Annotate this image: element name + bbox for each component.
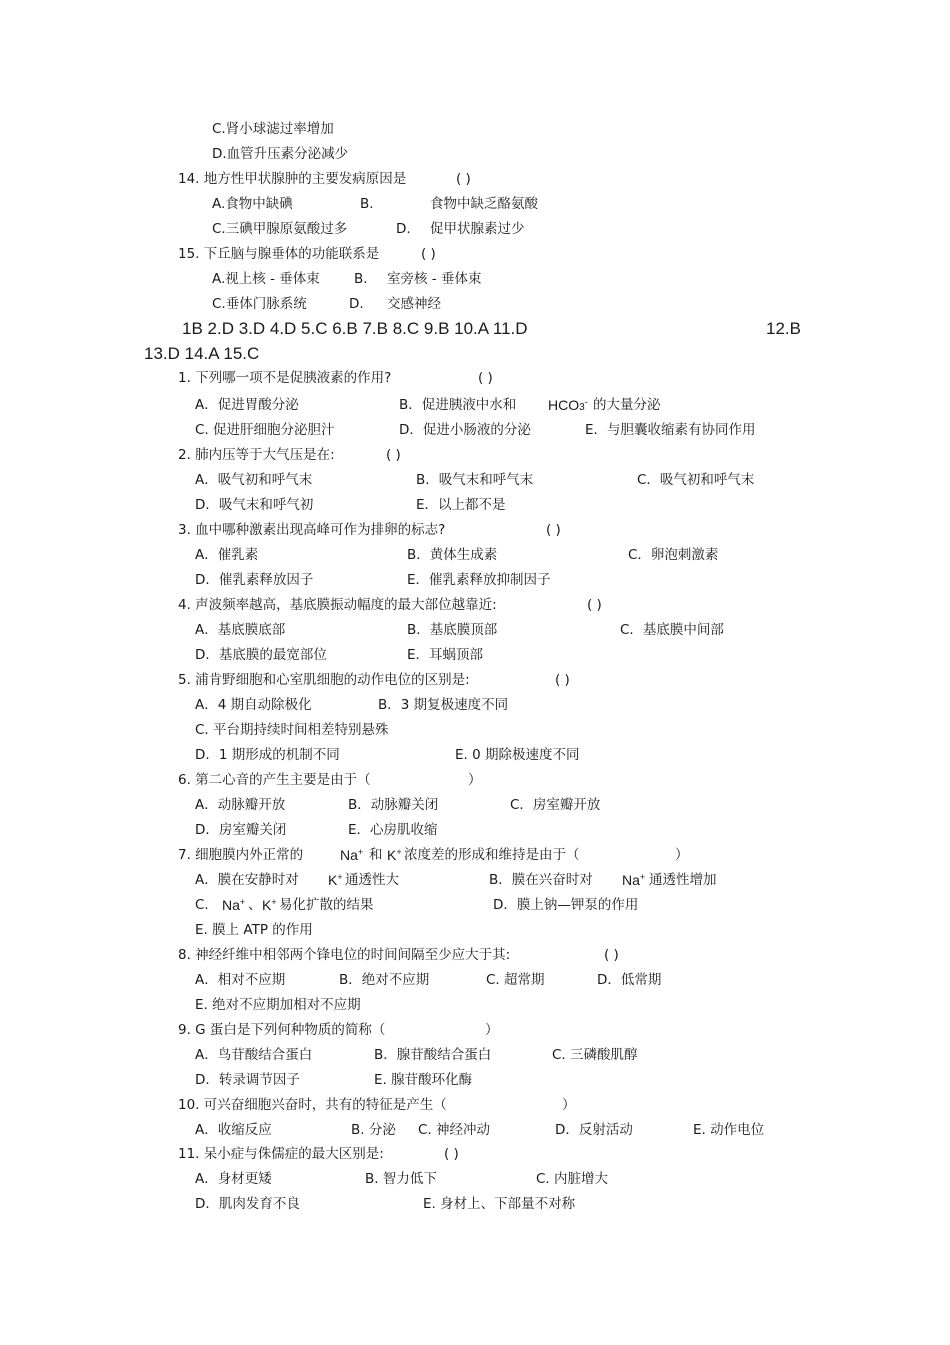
option-text: D．转录调节因子 — [195, 1072, 300, 1088]
question-stem: 14. 地方性甲状腺肿的主要发病原因是 — [178, 171, 407, 187]
option-text: 交感神经 — [387, 296, 441, 312]
option-text: 促甲状腺素过少 — [430, 221, 525, 237]
option-text: B. 分泌 — [351, 1122, 396, 1138]
option-text: E. 身材上、下部量不对称 — [423, 1196, 576, 1212]
option-text: D．催乳素释放因子 — [195, 572, 314, 588]
question-stem: 和 — [369, 847, 383, 863]
option-letter: B. — [354, 271, 368, 287]
option-text: C. 内脏增大 — [536, 1171, 609, 1187]
option-text: D．房室瓣关闭 — [195, 822, 287, 838]
option-text: C. 超常期 — [486, 972, 545, 988]
question-stem: 9. G 蛋白是下列何种物质的简称（ — [178, 1022, 386, 1038]
ion-k: K+ — [262, 897, 277, 913]
option-text: A．鸟苷酸结合蛋白 — [195, 1047, 313, 1063]
option-text: A．催乳素 — [195, 547, 259, 563]
ion-na: Na+ — [340, 847, 364, 863]
answer-blank: ） — [485, 1022, 499, 1038]
option-text: D．吸气末和呼气初 — [195, 497, 314, 513]
option-text: E. 膜上 ATP 的作用 — [195, 922, 313, 938]
option-text: B．吸气末和呼气末 — [416, 472, 534, 488]
option-letter: D. — [396, 221, 411, 237]
option-text: 食物中缺乏酪氨酸 — [430, 196, 538, 212]
answer-blank: ( ) — [478, 370, 493, 386]
option-text: C. 促进肝细胞分泌胆汁 — [195, 422, 335, 438]
option-text: B. 智力低下 — [365, 1171, 437, 1187]
option-text: E．耳蜗顶部 — [407, 647, 484, 663]
question-stem: 浓度差的形成和维持是由于（ — [404, 847, 580, 863]
option-text: B．黄体生成素 — [407, 547, 498, 563]
option-text: D.血管升压素分泌减少 — [212, 146, 349, 162]
option-text: A．身材更矮 — [195, 1171, 272, 1187]
option-text: E．以上都不是 — [416, 497, 506, 513]
question-stem: 1. 下列哪一项不是促胰液素的作用? — [178, 370, 392, 386]
option-text: E. 绝对不应期加相对不应期 — [195, 997, 361, 1013]
question-stem: 7. 细胞膜内外正常的 — [178, 847, 304, 863]
answer-blank: ( ) — [421, 246, 436, 262]
answer-blank: ( ) — [456, 171, 471, 187]
option-text: E. 0 期除极速度不同 — [455, 747, 580, 763]
answer-blank: ） — [562, 1097, 576, 1113]
question-stem: 11. 呆小症与侏儒症的最大区别是: — [178, 1146, 384, 1162]
chem-hco3: $HCO_3^-$ — [548, 397, 588, 413]
option-text: A．促进胃酸分泌 — [195, 397, 299, 413]
option-text: E. 腺苷酸环化酶 — [374, 1072, 473, 1088]
option-text: C．房室瓣开放 — [510, 797, 601, 813]
option-text: C. 神经冲动 — [418, 1122, 491, 1138]
ion-k: K+ — [387, 847, 402, 863]
option-text: B．基底膜顶部 — [407, 622, 498, 638]
answer-blank: ( ) — [444, 1146, 459, 1162]
option-text: D．1 期形成的机制不同 — [195, 747, 340, 763]
option-text: A．膜在安静时对 — [195, 872, 299, 888]
option-text: 通透性增加 — [649, 872, 717, 888]
question-stem: 2. 肺内压等于大气压是在: — [178, 447, 335, 463]
option-text: A．4 期自动除极化 — [195, 697, 312, 713]
option-text: 的大量分泌 — [593, 397, 661, 413]
option-text: C．卵泡刺激素 — [628, 547, 719, 563]
option-text: E. 动作电位 — [693, 1122, 765, 1138]
option-text: A．基底膜底部 — [195, 622, 286, 638]
answer-blank: ( ) — [546, 522, 561, 538]
ion-na: Na+ — [622, 872, 646, 888]
question-stem: 5. 浦肯野细胞和心室肌细胞的动作电位的区别是: — [178, 672, 470, 688]
option-text: D．反射活动 — [555, 1122, 633, 1138]
question-stem: 4. 声波频率越高，基底膜振动幅度的最大部位越靠近: — [178, 597, 497, 613]
option-text: B．动脉瓣关闭 — [348, 797, 439, 813]
option-text: 、 — [248, 897, 262, 913]
option-text: C.三碘甲腺原氨酸过多 — [212, 221, 348, 237]
answer-blank: ( ) — [604, 947, 619, 963]
option-letter: C. — [195, 897, 209, 913]
question-stem: 15. 下丘脑与腺垂体的功能联系是 — [178, 246, 380, 262]
option-text: B．膜在兴奋时对 — [489, 872, 593, 888]
answer-key-line-1-end: 12.B — [766, 319, 801, 338]
question-stem: 3. 血中哪种激素出现高峰可作为排卵的标志? — [178, 522, 446, 538]
option-text: 通透性大 — [345, 872, 399, 888]
option-text: D．低常期 — [597, 972, 662, 988]
option-text: E．与胆囊收缩素有协同作用 — [585, 422, 756, 438]
option-text: C．基底膜中间部 — [620, 622, 724, 638]
question-stem: 10. 可兴奋细胞兴奋时，共有的特征是产生（ — [178, 1097, 447, 1113]
option-letter: D. — [349, 296, 364, 312]
option-text: D．肌肉发育不良 — [195, 1196, 300, 1212]
option-text: B．腺苷酸结合蛋白 — [374, 1047, 492, 1063]
option-text: E．催乳素释放抑制因子 — [407, 572, 551, 588]
option-text: C.垂体门脉系统 — [212, 296, 307, 312]
option-text: D．促进小肠液的分泌 — [399, 422, 531, 438]
answer-blank: ） — [675, 847, 689, 863]
answer-blank: ( ) — [555, 672, 570, 688]
answer-blank: ( ) — [587, 597, 602, 613]
answer-blank: ） — [468, 772, 482, 788]
question-stem: 6. 第二心音的产生主要是由于（ — [178, 772, 371, 788]
option-text: A.食物中缺碘 — [212, 196, 293, 212]
ion-k: K+ — [328, 872, 343, 888]
option-text: A.视上核 - 垂体束 — [212, 271, 320, 287]
option-text: C．吸气初和呼气末 — [637, 472, 755, 488]
answer-key-line-2: 13.D 14.A 15.C — [144, 344, 260, 363]
option-text: E．心房肌收缩 — [348, 822, 438, 838]
option-text: A．收缩反应 — [195, 1122, 272, 1138]
option-text: D．基底膜的最宽部位 — [195, 647, 327, 663]
option-text: B．绝对不应期 — [339, 972, 430, 988]
option-text: C.肾小球滤过率增加 — [212, 121, 334, 137]
answer-blank: ( ) — [386, 447, 401, 463]
option-text: C. 平台期持续时间相差特别悬殊 — [195, 722, 389, 738]
option-text: 室旁核 - 垂体束 — [387, 271, 482, 287]
option-letter: B. — [360, 196, 374, 212]
ion-na: Na+ — [222, 897, 246, 913]
answer-key-line-1: 1B 2.D 3.D 4.D 5.C 6.B 7.B 8.C 9.B 10.A 11.D — [182, 319, 528, 338]
option-text: B．促进胰液中水和 — [399, 397, 517, 413]
question-stem: 8. 神经纤维中相邻两个锋电位的时间间隔至少应大于其: — [178, 947, 511, 963]
option-text: 易化扩散的结果 — [279, 897, 374, 913]
option-text: B．3 期复极速度不同 — [378, 697, 509, 713]
option-text: A．相对不应期 — [195, 972, 286, 988]
option-text: A．吸气初和呼气末 — [195, 472, 313, 488]
option-text: A．动脉瓣开放 — [195, 797, 286, 813]
option-text: D．膜上钠—钾泵的作用 — [493, 897, 639, 913]
option-text: C. 三磷酸肌醇 — [552, 1047, 638, 1063]
